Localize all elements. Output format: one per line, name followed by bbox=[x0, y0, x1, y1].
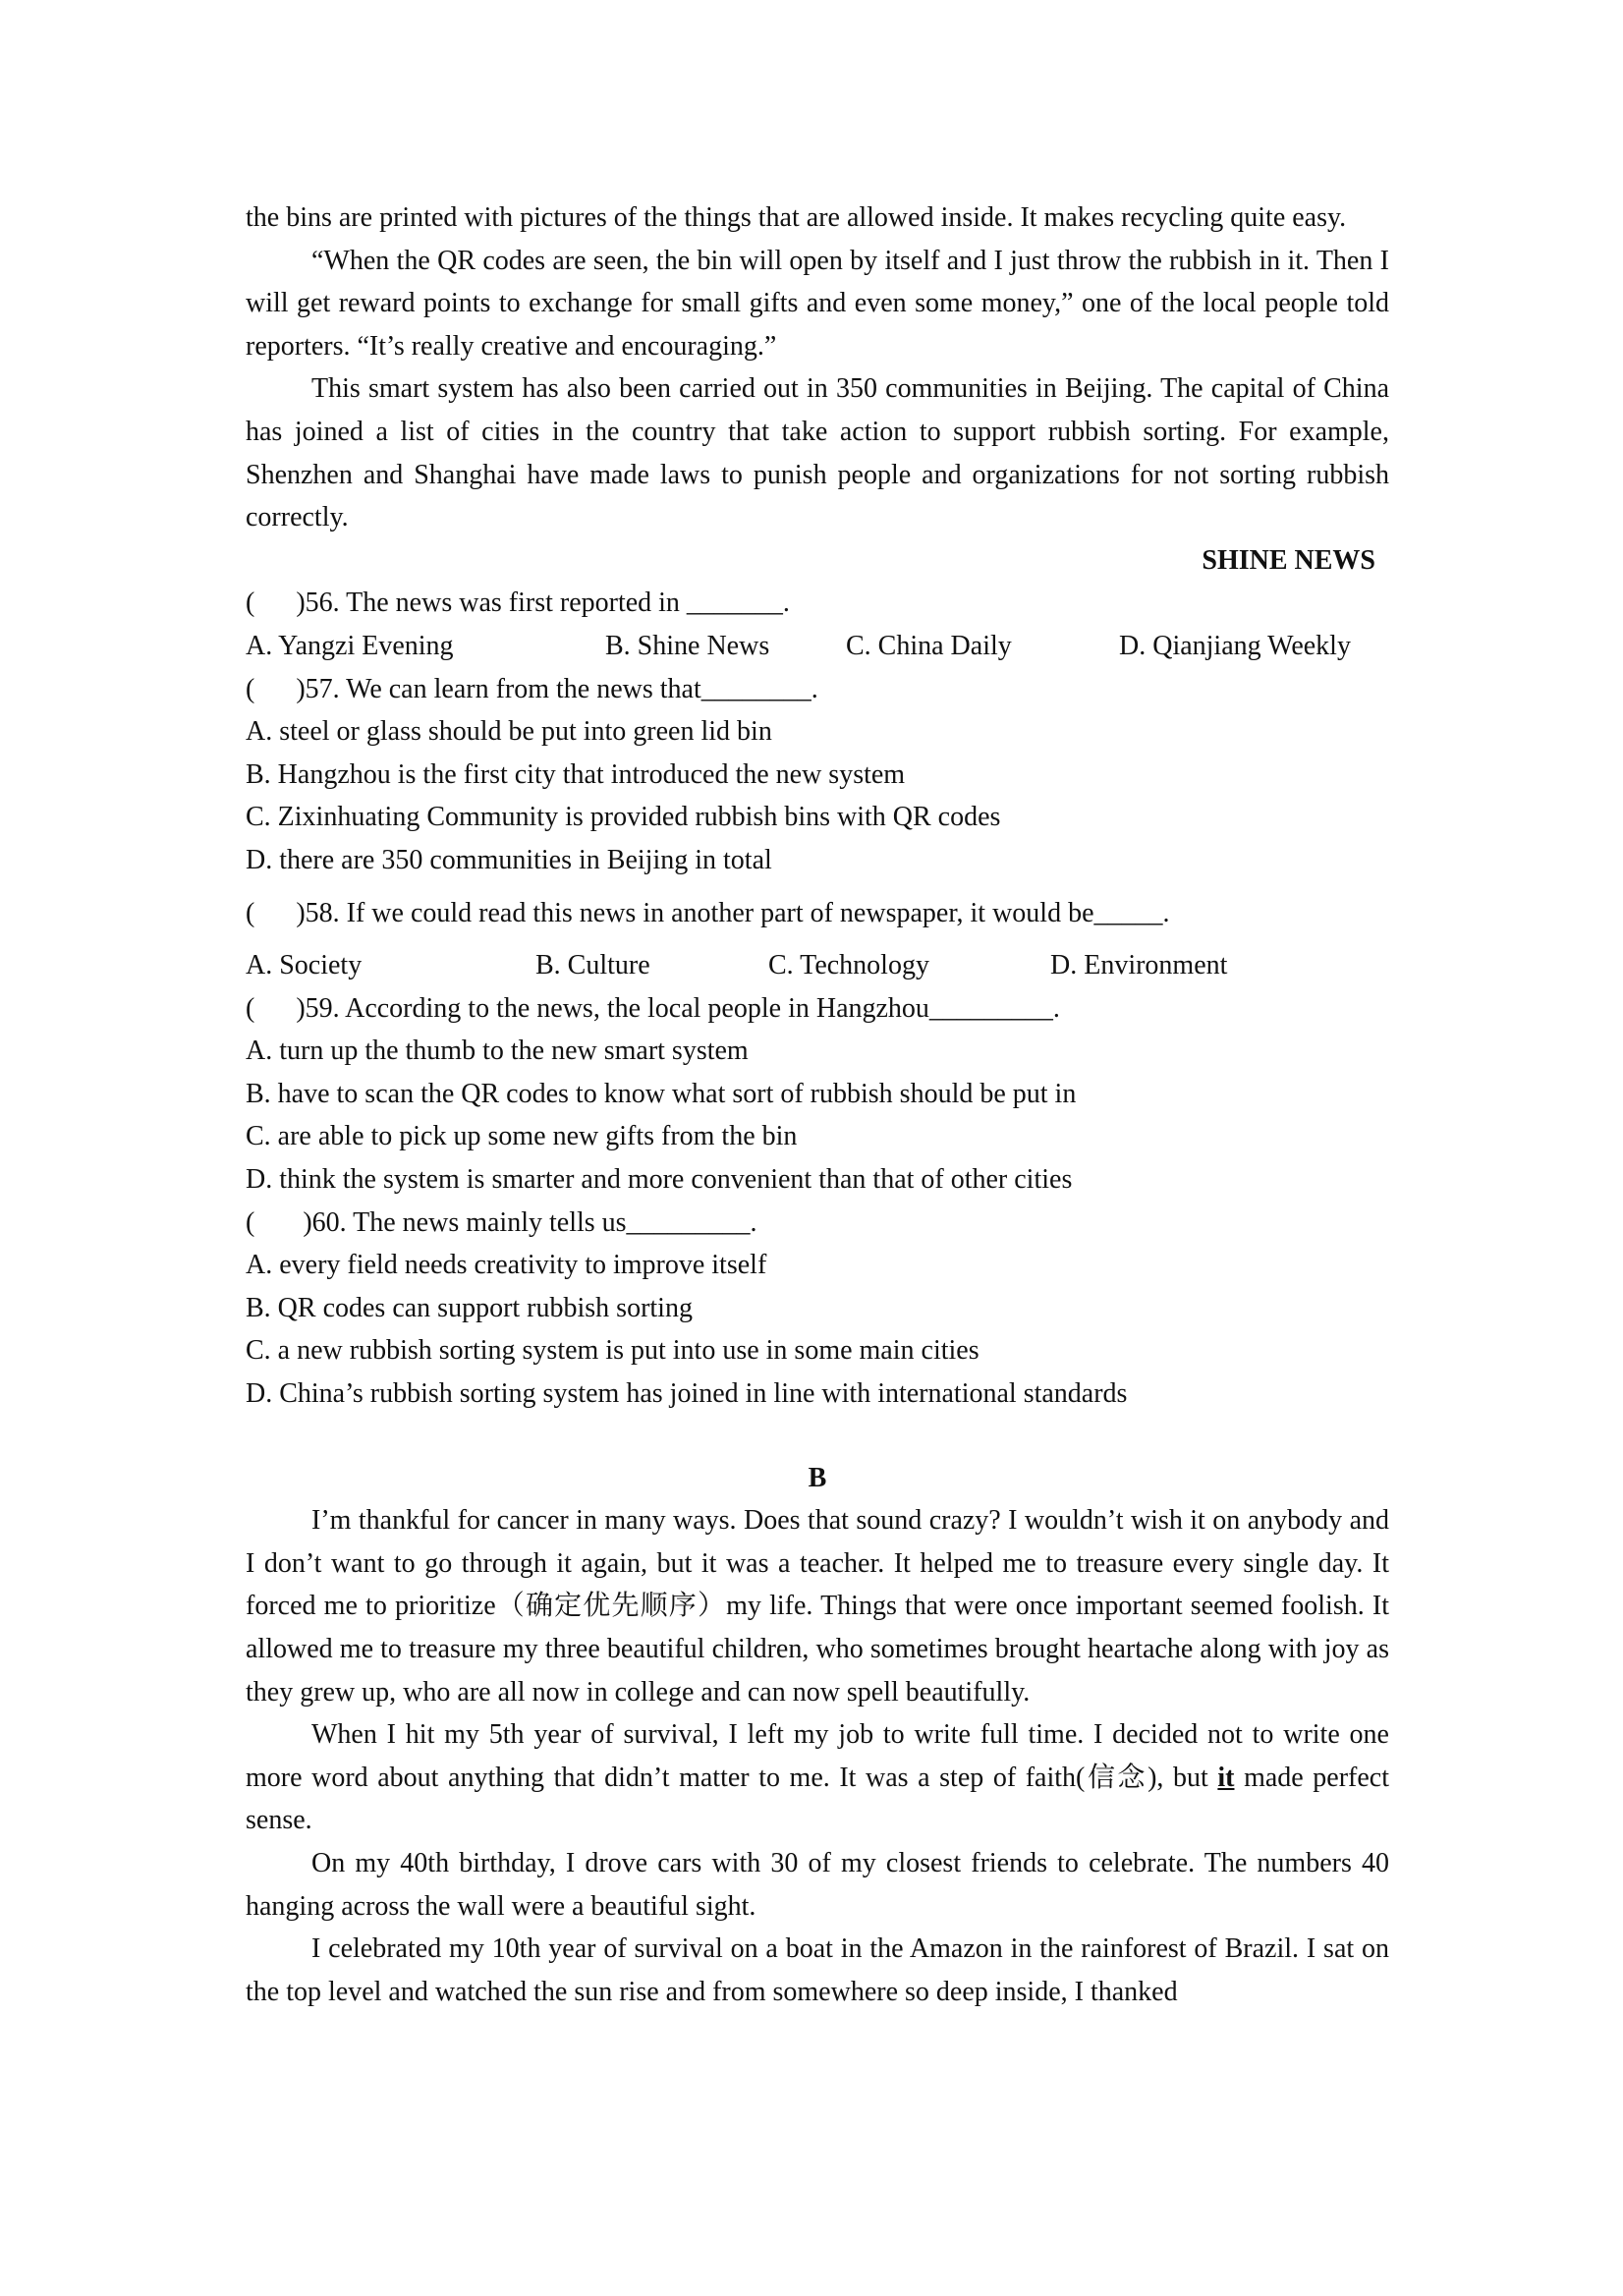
underlined-word-it: it bbox=[1217, 1762, 1235, 1793]
news-source: SHINE NEWS bbox=[1202, 544, 1375, 576]
question-58-option-c: C. Technology bbox=[768, 950, 929, 981]
question-60-option-a: A. every field needs creativity to improve itself bbox=[246, 1250, 767, 1281]
question-56-option-a: A. Yangzi Evening bbox=[246, 630, 454, 661]
passage-b-paragraph-2 bbox=[246, 1713, 1389, 1842]
question-60-option-b: B. QR codes can support rubbish sorting bbox=[246, 1292, 693, 1323]
question-58-option-d: D. Environment bbox=[1050, 950, 1228, 981]
question-59-option-a: A. turn up the thumb to the new smart system bbox=[246, 1036, 749, 1067]
question-60-stem: ( )60. The news mainly tells us_________. bbox=[246, 1206, 757, 1238]
question-57-option-a: A. steel or glass should be put into green lid bin bbox=[246, 716, 772, 748]
passage-b-paragraph-2-text-after: made perfect sense. bbox=[246, 1762, 1389, 1836]
question-60-option-d: D. China’s rubbish sorting system has joined in line with international standards bbox=[246, 1378, 1128, 1410]
question-58-options bbox=[246, 944, 1389, 987]
passage-b-paragraph-1: I’m thankful for cancer in many ways. Does that sound crazy? I wouldn’t wish it on anybody and I don’t want to go through it again, but it was a teacher. It helped me to treasure every single day. It forced me to prioritize（确定优先顺序）my life. Things that were once important seemed foolish. It allowed me to treasure my three beautiful children, who sometimes brought heartache along with joy as they grew up, who are all now in college and can now spell beautifully. bbox=[246, 1505, 1389, 1708]
question-59-stem: ( )59. According to the news, the local people in Hangzhou_________. bbox=[246, 992, 1060, 1024]
question-58-option-b: B. Culture bbox=[535, 950, 650, 981]
passage-a-paragraph-3: This smart system has also been carried out in 350 communities in Beijing. The capital of China has joined a list of cities in the country that take action to support rubbish sorting. For example, Shenzhen and Shanghai have made laws to punish people and organizations for not sorting rubbish correctly. bbox=[246, 373, 1389, 533]
exam-page bbox=[246, 196, 1389, 2013]
passage-b-paragraph-4: I celebrated my 10th year of survival on a boat in the Amazon in the rainforest of Brazil. I sat on the top level and watched the sun rise and from somewhere so deep inside, I thanked bbox=[246, 1933, 1389, 2007]
question-59-option-b: B. have to scan the QR codes to know what sort of rubbish should be put in bbox=[246, 1078, 1077, 1109]
question-57-stem: ( )57. We can learn from the news that________. bbox=[246, 673, 818, 704]
passage-a-paragraph-2: “When the QR codes are seen, the bin will open by itself and I just throw the rubbish in it. Then I will get reward points to exchange for small gifts and even some money,” one of the local people told reporters. “It’s really creative and encouraging.” bbox=[246, 245, 1389, 362]
question-60-option-c: C. a new rubbish sorting system is put into use in some main cities bbox=[246, 1335, 979, 1367]
question-56-option-c: C. China Daily bbox=[846, 630, 1012, 661]
question-56-option-d: D. Qianjiang Weekly bbox=[1119, 630, 1351, 661]
question-56-options bbox=[246, 625, 1389, 668]
question-57-option-d: D. there are 350 communities in Beijing in total bbox=[246, 844, 772, 875]
question-57-option-c: C. Zixinhuating Community is provided rubbish bins with QR codes bbox=[246, 802, 1001, 833]
question-56-stem: ( )56. The news was first reported in _______. bbox=[246, 588, 790, 619]
question-58-stem: ( )58. If we could read this news in another part of newspaper, it would be_____. bbox=[246, 897, 1170, 928]
question-56-option-b: B. Shine News bbox=[605, 630, 770, 661]
passage-a-paragraph-1: the bins are printed with pictures of the things that are allowed inside. It makes recycling quite easy. bbox=[246, 202, 1347, 233]
passage-b-paragraph-3: On my 40th birthday, I drove cars with 30 of my closest friends to celebrate. The numbers 40 hanging across the wall were a beautiful sight. bbox=[246, 1847, 1389, 1922]
question-57-option-b: B. Hangzhou is the first city that introduced the new system bbox=[246, 758, 906, 790]
passage-b-heading: B bbox=[808, 1462, 827, 1493]
question-59-option-d: D. think the system is smarter and more convenient than that of other cities bbox=[246, 1164, 1073, 1196]
passage-b-paragraph-2-text-before: When I hit my 5th year of survival, I left my job to write full time. I decided not to write one more word about anything that didn’t matter to me. It was a step of faith(信念), but bbox=[246, 1719, 1389, 1793]
question-58-option-a: A. Society bbox=[246, 950, 363, 981]
question-59-option-c: C. are able to pick up some new gifts from the bin bbox=[246, 1121, 798, 1152]
